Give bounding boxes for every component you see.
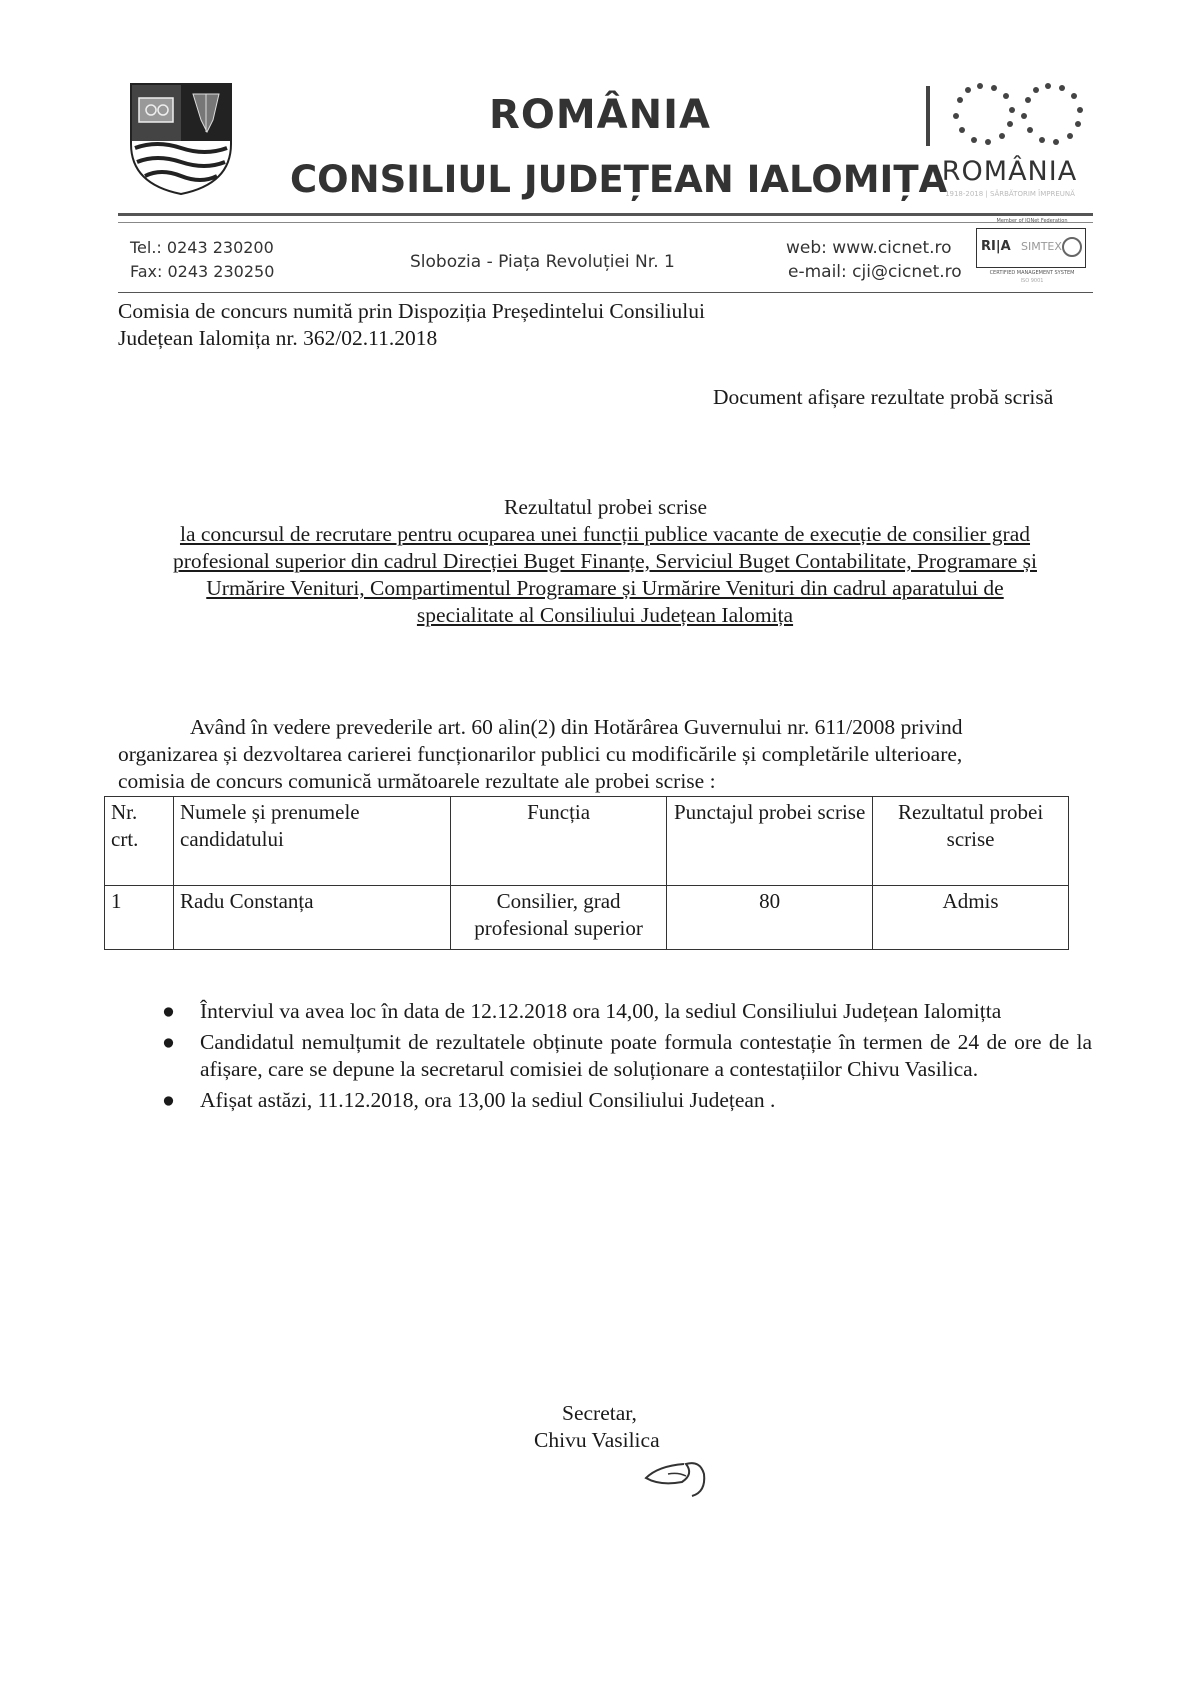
tel-text: Tel.: 0243 230200 — [130, 238, 274, 257]
cert-iso-text: ISO 9001 — [1020, 278, 1044, 284]
cert-circle-icon — [1062, 237, 1082, 257]
header-divider — [118, 213, 1093, 216]
bullet-text-1: Înterviul va avea loc în data de 12.12.2018 ora 14,00, la sediul Consiliului Județean Ialomițta — [200, 999, 1002, 1023]
header-nr: Nr. crt. — [105, 797, 174, 886]
cert-left-text: RI|A — [981, 239, 1011, 254]
certification-logo — [974, 218, 1090, 308]
heading-line-4: specialitate al Consiliului Județean Ialomița — [416, 603, 794, 627]
bullet-icon: ● — [162, 1030, 175, 1054]
fax-text: Fax: 0243 230250 — [130, 262, 275, 281]
table-header-row — [105, 797, 1069, 886]
email-text: e-mail: cji@cicnet.ro — [788, 262, 962, 282]
paragraph-line-3: comisia de concurs comunică următoarele rezultate ale probei scrise : — [118, 769, 716, 793]
header-function: Funcția — [451, 797, 667, 886]
list-item — [162, 1087, 1092, 1114]
signature-name: Chivu Vasilica — [534, 1428, 660, 1452]
commission-line-2: Județean Ialomița nr. 362/02.11.2018 — [118, 326, 438, 350]
centenary-dots-icon — [912, 76, 1102, 156]
cell-function: Consilier, grad profesional superior — [451, 886, 667, 950]
list-item — [162, 998, 1092, 1025]
cert-box — [976, 228, 1086, 268]
bullet-text-2: Candidatul nemulțumit de rezultatele obținute poate formula contestație în termen de 24 de ore de la afișare, care se depune la secretarul comisiei de soluționare a contestațiilor Chivu Vasilica. — [200, 1030, 1092, 1081]
web-text: web: www.cicnet.ro — [786, 238, 952, 258]
document-label: Document afișare rezultate probă scrisă — [713, 385, 1054, 409]
heading-line-2: profesional superior din cadrul Direcției Buget Finanțe, Serviciul Buget Contabilitate, Programare și — [173, 549, 1037, 573]
council-title: CONSILIUL JUDEȚEAN IALOMIȚA — [290, 158, 948, 201]
cell-nr: 1 — [105, 886, 174, 950]
cell-score: 80 — [667, 886, 873, 950]
cert-top-text: Member of IQNet Federation — [996, 218, 1068, 224]
header-name: Numele și prenumele candidatului — [174, 797, 451, 886]
table-row — [105, 886, 1069, 950]
bullet-icon: ● — [162, 1088, 175, 1112]
heading-line-1: la concursul de recrutare pentru ocuparea unei funcții publice vacante de execuție de consilier grad — [179, 522, 1031, 546]
cert-right-text: SIMTEX — [1021, 240, 1062, 253]
results-title: Rezultatul probei scrise — [504, 495, 707, 519]
commission-line-1: Comisia de concurs numită prin Dispoziția Președintelui Consiliului — [118, 299, 705, 323]
header-result: Rezultatul probei scrise — [873, 797, 1069, 886]
handwritten-signature — [638, 1452, 718, 1502]
list-item — [162, 1029, 1092, 1083]
centenary-logo-text: ROMÂNIA — [941, 156, 1078, 187]
cell-result: Admis — [873, 886, 1069, 950]
signature-role: Secretar, — [562, 1401, 637, 1425]
bullet-icon: ● — [162, 999, 175, 1023]
cell-name: Radu Constanța — [174, 886, 451, 950]
country-title: ROMÂNIA — [489, 92, 711, 138]
header-score: Punctajul probei scrise — [667, 797, 873, 886]
heading-line-3: Urmărire Venituri, Compartimentul Programare și Urmărire Venituri din cadrul aparatului de — [206, 576, 1004, 600]
results-table — [104, 796, 1069, 950]
contact-divider — [118, 292, 1093, 293]
cert-bottom-text: CERTIFIED MANAGEMENT SYSTEM — [989, 270, 1075, 276]
info-list — [162, 998, 1092, 1114]
centenary-logo-subtext: 1918-2018 | SĂRBĂTORIM ÎMPREUNĂ — [945, 190, 1075, 198]
header-divider-thin — [118, 222, 1093, 223]
address-text: Slobozia - Piața Revoluției Nr. 1 — [410, 252, 675, 272]
centenary-logo — [912, 76, 1102, 198]
paragraph-line-2: organizarea și dezvoltarea carierei funcționarilor publici cu modificările și completările ulterioare, — [118, 742, 963, 766]
bullet-text-3: Afișat astăzi, 11.12.2018, ora 13,00 la sediul Consiliului Județean . — [200, 1088, 776, 1112]
paragraph-line-1: Având în vedere prevederile art. 60 alin(2) din Hotărârea Guvernului nr. 611/2008 privind — [190, 715, 963, 739]
